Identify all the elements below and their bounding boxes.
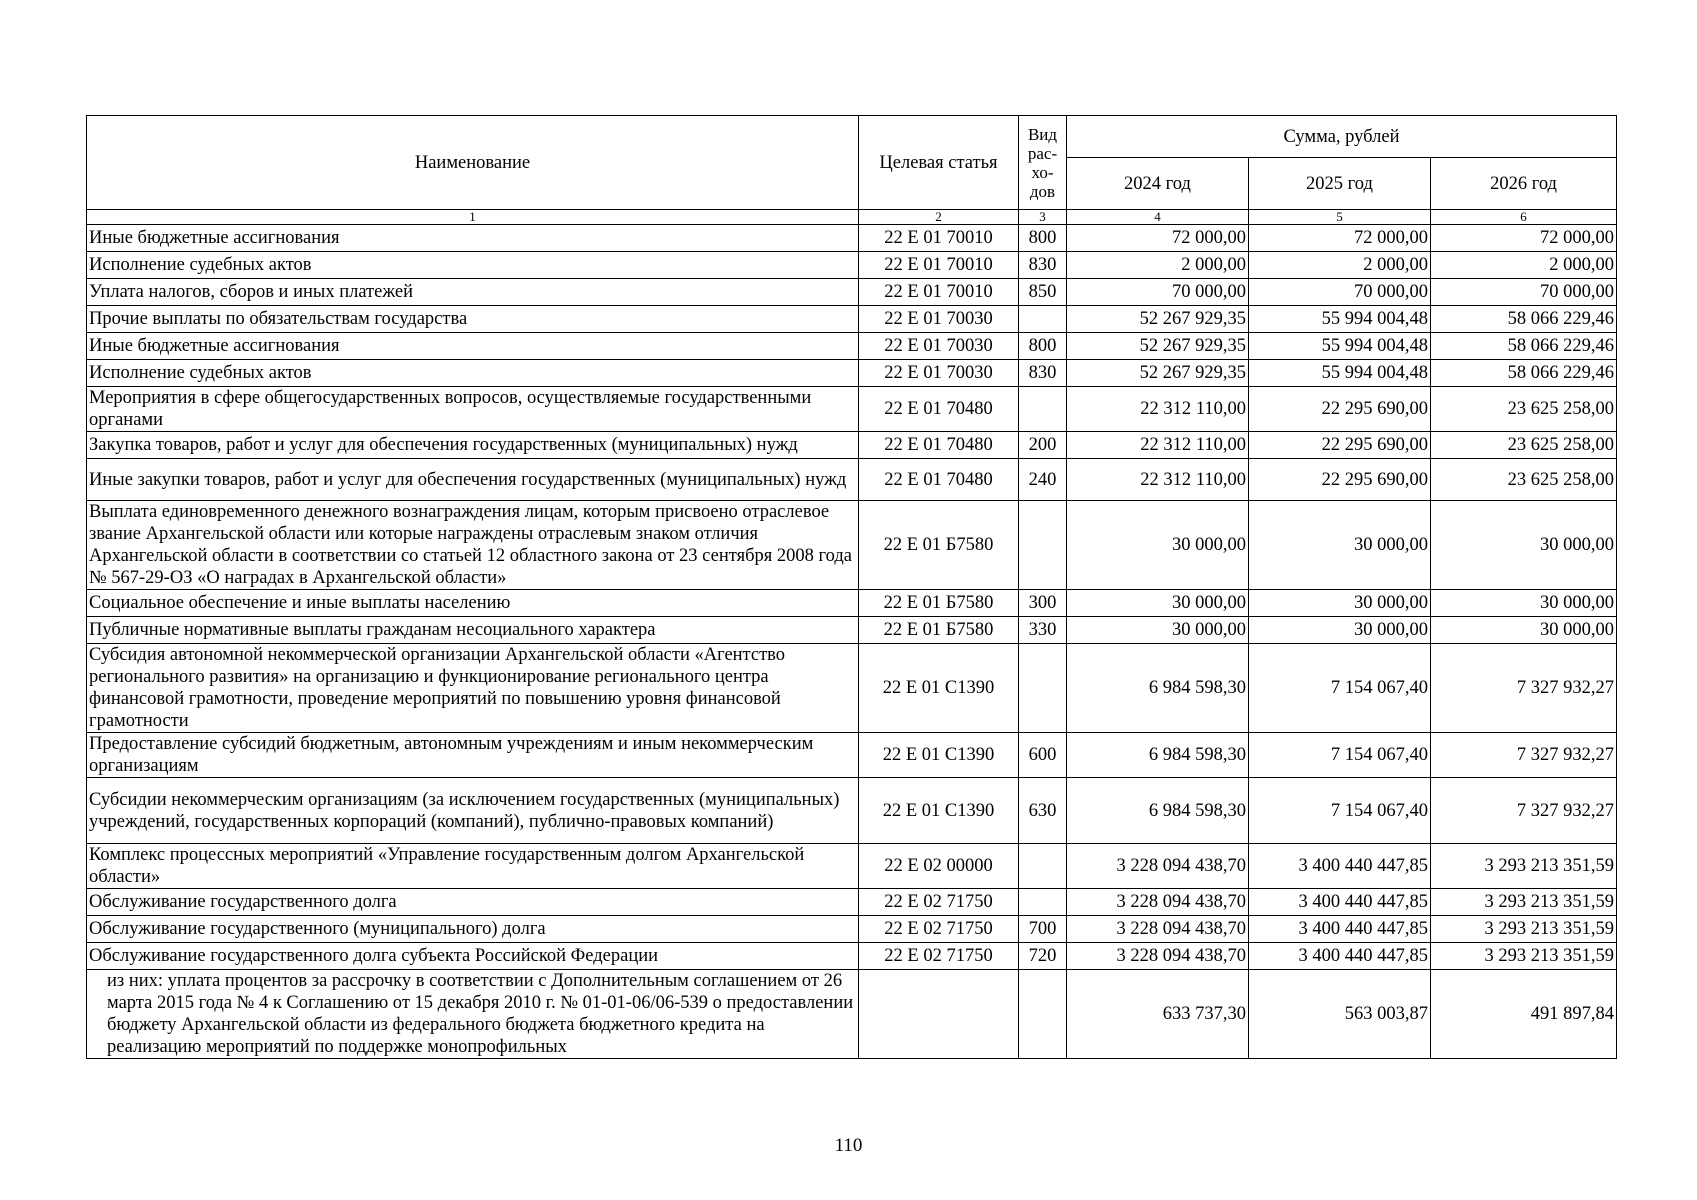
header-expense-type: Вид рас-хо-дов (1019, 116, 1067, 210)
table-row (87, 644, 1617, 733)
row-amount-2026: 58 066 229,46 (1431, 333, 1617, 360)
row-amount-2026: 58 066 229,46 (1431, 360, 1617, 387)
row-expense-type (1019, 970, 1067, 1059)
row-amount-2025: 30 000,00 (1249, 617, 1431, 644)
row-amount-2025: 30 000,00 (1249, 590, 1431, 617)
row-name: Прочие выплаты по обязательствам государства (87, 306, 859, 333)
row-expense-type: 300 (1019, 590, 1067, 617)
page-number: 110 (834, 1135, 863, 1156)
row-expense-type: 630 (1019, 778, 1067, 844)
row-amount-2026: 30 000,00 (1431, 501, 1617, 590)
row-amount-2025: 55 994 004,48 (1249, 333, 1431, 360)
row-target-article: 22 Е 01 70010 (859, 225, 1019, 252)
row-expense-type: 830 (1019, 360, 1067, 387)
row-name: Выплата единовременного денежного вознаграждения лицам, которым присвоено отраслевое звание Архангельской области или которые награждены отраслевым знаком отличия Архангельской области в соответствии со статьей 12 областного закона от 23 сентября 2008 года № 567-29-ОЗ «О наградах в Архангельской области» (87, 501, 859, 590)
table-row (87, 252, 1617, 279)
row-amount-2024: 30 000,00 (1067, 501, 1249, 590)
table-row (87, 333, 1617, 360)
row-amount-2026: 3 293 213 351,59 (1431, 943, 1617, 970)
column-number: 3 (1019, 210, 1067, 225)
row-name: Мероприятия в сфере общегосударственных вопросов, осуществляемые государственными органами (87, 387, 859, 432)
table-row (87, 844, 1617, 889)
row-amount-2025: 7 154 067,40 (1249, 733, 1431, 778)
row-name: Исполнение судебных актов (87, 360, 859, 387)
row-name: Иные бюджетные ассигнования (87, 333, 859, 360)
row-amount-2025: 55 994 004,48 (1249, 360, 1431, 387)
row-name: Обслуживание государственного долга субъекта Российской Федерации (87, 943, 859, 970)
row-amount-2025: 22 295 690,00 (1249, 387, 1431, 432)
row-amount-2025: 3 400 440 447,85 (1249, 916, 1431, 943)
column-number: 5 (1249, 210, 1431, 225)
row-expense-type: 800 (1019, 225, 1067, 252)
row-expense-type: 800 (1019, 333, 1067, 360)
row-amount-2025: 3 400 440 447,85 (1249, 943, 1431, 970)
row-expense-type: 330 (1019, 617, 1067, 644)
table-row (87, 889, 1617, 916)
row-amount-2024: 3 228 094 438,70 (1067, 943, 1249, 970)
header-sum: Сумма, рублей (1067, 116, 1617, 158)
row-amount-2024: 3 228 094 438,70 (1067, 844, 1249, 889)
row-name: Исполнение судебных актов (87, 252, 859, 279)
header-year-2025: 2025 год (1249, 158, 1431, 210)
row-amount-2024: 3 228 094 438,70 (1067, 916, 1249, 943)
row-name: Закупка товаров, работ и услуг для обеспечения государственных (муниципальных) нужд (87, 432, 859, 459)
row-amount-2024: 52 267 929,35 (1067, 333, 1249, 360)
row-amount-2025: 72 000,00 (1249, 225, 1431, 252)
row-target-article: 22 Е 01 70030 (859, 333, 1019, 360)
row-name: Иные бюджетные ассигнования (87, 225, 859, 252)
row-target-article: 22 Е 01 Б7580 (859, 590, 1019, 617)
row-target-article: 22 Е 01 70480 (859, 432, 1019, 459)
row-amount-2025: 3 400 440 447,85 (1249, 844, 1431, 889)
row-amount-2026: 23 625 258,00 (1431, 459, 1617, 501)
row-amount-2024: 70 000,00 (1067, 279, 1249, 306)
row-target-article: 22 Е 01 70010 (859, 279, 1019, 306)
row-name: Социальное обеспечение и иные выплаты населению (87, 590, 859, 617)
row-target-article: 22 Е 01 С1390 (859, 778, 1019, 844)
row-amount-2025: 7 154 067,40 (1249, 644, 1431, 733)
table-row (87, 225, 1617, 252)
row-amount-2026: 30 000,00 (1431, 590, 1617, 617)
row-amount-2026: 70 000,00 (1431, 279, 1617, 306)
row-target-article: 22 Е 01 70030 (859, 360, 1019, 387)
row-amount-2024: 6 984 598,30 (1067, 778, 1249, 844)
row-name: Публичные нормативные выплаты гражданам несоциального характера (87, 617, 859, 644)
row-amount-2025: 22 295 690,00 (1249, 432, 1431, 459)
row-expense-type: 720 (1019, 943, 1067, 970)
row-name: Комплекс процессных мероприятий «Управление государственным долгом Архангельской области» (87, 844, 859, 889)
row-amount-2025: 30 000,00 (1249, 501, 1431, 590)
row-amount-2024: 52 267 929,35 (1067, 306, 1249, 333)
column-number: 4 (1067, 210, 1249, 225)
table-row (87, 943, 1617, 970)
row-expense-type (1019, 387, 1067, 432)
table-row (87, 733, 1617, 778)
row-amount-2024: 30 000,00 (1067, 617, 1249, 644)
table-row (87, 916, 1617, 943)
row-amount-2026: 23 625 258,00 (1431, 387, 1617, 432)
row-amount-2024: 633 737,30 (1067, 970, 1249, 1059)
budget-table (86, 115, 1617, 1059)
table-row (87, 432, 1617, 459)
row-target-article: 22 Е 02 71750 (859, 943, 1019, 970)
row-expense-type (1019, 501, 1067, 590)
row-amount-2025: 2 000,00 (1249, 252, 1431, 279)
row-target-article: 22 Е 01 Б7580 (859, 617, 1019, 644)
row-target-article: 22 Е 01 С1390 (859, 733, 1019, 778)
row-amount-2026: 23 625 258,00 (1431, 432, 1617, 459)
row-amount-2025: 563 003,87 (1249, 970, 1431, 1059)
row-amount-2025: 7 154 067,40 (1249, 778, 1431, 844)
row-expense-type (1019, 889, 1067, 916)
row-amount-2025: 3 400 440 447,85 (1249, 889, 1431, 916)
header-year-2024: 2024 год (1067, 158, 1249, 210)
row-name: Уплата налогов, сборов и иных платежей (87, 279, 859, 306)
row-target-article: 22 Е 02 00000 (859, 844, 1019, 889)
table-row (87, 970, 1617, 1059)
row-target-article: 22 Е 01 70480 (859, 459, 1019, 501)
column-number: 1 (87, 210, 859, 225)
header-target-article: Целевая статья (859, 116, 1019, 210)
row-name: Иные закупки товаров, работ и услуг для обеспечения государственных (муниципальных) нужд (87, 459, 859, 501)
table-row (87, 590, 1617, 617)
row-amount-2025: 70 000,00 (1249, 279, 1431, 306)
table-row (87, 501, 1617, 590)
row-expense-type (1019, 844, 1067, 889)
header-year-2026: 2026 год (1431, 158, 1617, 210)
row-target-article: 22 Е 02 71750 (859, 889, 1019, 916)
row-expense-type: 200 (1019, 432, 1067, 459)
row-amount-2024: 52 267 929,35 (1067, 360, 1249, 387)
row-amount-2026: 3 293 213 351,59 (1431, 889, 1617, 916)
table-row (87, 360, 1617, 387)
row-amount-2026: 30 000,00 (1431, 617, 1617, 644)
table-header (87, 116, 1617, 225)
row-name: Обслуживание государственного (муниципального) долга (87, 916, 859, 943)
row-expense-type: 240 (1019, 459, 1067, 501)
table-row (87, 617, 1617, 644)
header-name: Наименование (87, 116, 859, 210)
row-target-article: 22 Е 01 Б7580 (859, 501, 1019, 590)
row-target-article: 22 Е 01 70010 (859, 252, 1019, 279)
column-number: 2 (859, 210, 1019, 225)
row-expense-type: 850 (1019, 279, 1067, 306)
row-expense-type (1019, 644, 1067, 733)
row-amount-2026: 7 327 932,27 (1431, 778, 1617, 844)
row-expense-type (1019, 306, 1067, 333)
row-amount-2026: 7 327 932,27 (1431, 733, 1617, 778)
row-expense-type: 830 (1019, 252, 1067, 279)
column-number: 6 (1431, 210, 1617, 225)
row-name: из них: уплата процентов за рассрочку в соответствии с Дополнительным соглашением от 26 марта 2015 года № 4 к Соглашению от 15 декабря 2010 г. № 01-01-06/06-539 о предоставлении бюджету Архангельской области из федерального бюджета бюджетного кредита на реализацию мероприятий по поддержке монопрофильных (87, 970, 859, 1059)
row-name: Предоставление субсидий бюджетным, автономным учреждениям и иным некоммерческим организациям (87, 733, 859, 778)
row-name: Субсидия автономной некоммерческой организации Архангельской области «Агентство регионального развития» на организацию и функционирование регионального центра финансовой грамотности, проведение мероприятий по повышению уровня финансовой грамотности (87, 644, 859, 733)
row-target-article: 22 Е 01 70030 (859, 306, 1019, 333)
row-amount-2025: 55 994 004,48 (1249, 306, 1431, 333)
table-row (87, 306, 1617, 333)
row-amount-2026: 491 897,84 (1431, 970, 1617, 1059)
row-expense-type: 700 (1019, 916, 1067, 943)
row-amount-2024: 6 984 598,30 (1067, 733, 1249, 778)
column-number-row (87, 210, 1617, 225)
table-row (87, 279, 1617, 306)
row-amount-2024: 22 312 110,00 (1067, 432, 1249, 459)
row-target-article: 22 Е 01 70480 (859, 387, 1019, 432)
row-amount-2026: 7 327 932,27 (1431, 644, 1617, 733)
row-amount-2024: 22 312 110,00 (1067, 459, 1249, 501)
row-amount-2024: 3 228 094 438,70 (1067, 889, 1249, 916)
row-amount-2026: 72 000,00 (1431, 225, 1617, 252)
row-target-article (859, 970, 1019, 1059)
row-amount-2026: 58 066 229,46 (1431, 306, 1617, 333)
table-row (87, 778, 1617, 844)
row-amount-2024: 6 984 598,30 (1067, 644, 1249, 733)
row-amount-2024: 2 000,00 (1067, 252, 1249, 279)
row-amount-2025: 22 295 690,00 (1249, 459, 1431, 501)
table-body (87, 225, 1617, 1059)
row-target-article: 22 Е 01 С1390 (859, 644, 1019, 733)
row-amount-2026: 2 000,00 (1431, 252, 1617, 279)
row-target-article: 22 Е 02 71750 (859, 916, 1019, 943)
table-row (87, 387, 1617, 432)
row-name: Субсидии некоммерческим организациям (за исключением государственных (муниципальных) учреждений, государственных корпораций (компаний), публично-правовых компаний) (87, 778, 859, 844)
row-amount-2024: 72 000,00 (1067, 225, 1249, 252)
row-expense-type: 600 (1019, 733, 1067, 778)
row-amount-2024: 30 000,00 (1067, 590, 1249, 617)
row-name: Обслуживание государственного долга (87, 889, 859, 916)
table-row (87, 459, 1617, 501)
row-amount-2026: 3 293 213 351,59 (1431, 844, 1617, 889)
row-amount-2026: 3 293 213 351,59 (1431, 916, 1617, 943)
row-amount-2024: 22 312 110,00 (1067, 387, 1249, 432)
